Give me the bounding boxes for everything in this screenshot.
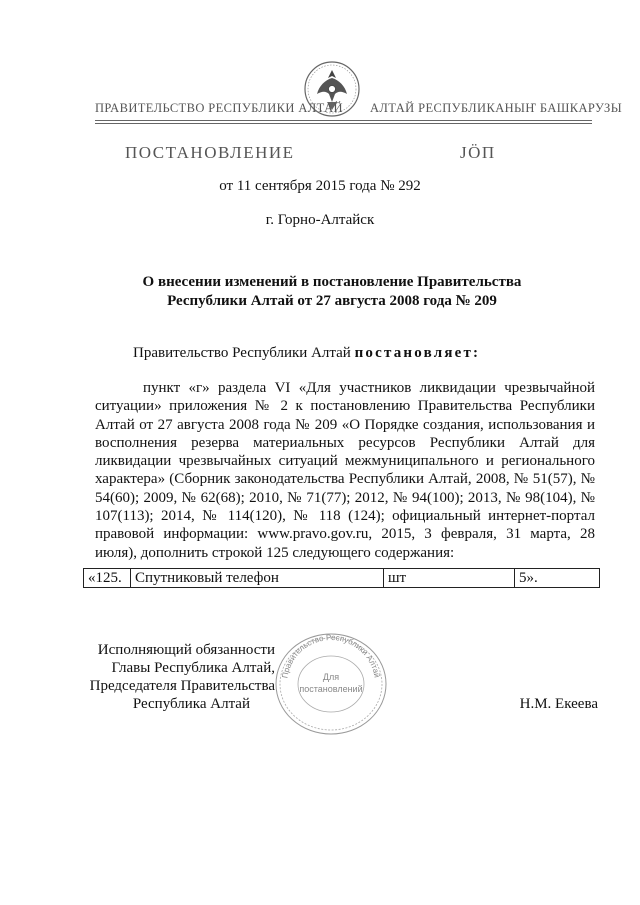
header-org-ru: ПРАВИТЕЛЬСТВО РЕСПУБЛИКИ АЛТАЙ	[95, 101, 343, 115]
doc-type-alt: ЈӦП	[460, 143, 496, 162]
signature-line: Председателя Правительства	[89, 678, 275, 694]
stamp-center-line1: Для	[322, 672, 340, 682]
header-rule-second	[95, 123, 592, 124]
row-number-cell: «125.	[84, 569, 131, 588]
doc-type-ru: ПОСТАНОВЛЕНИЕ	[125, 143, 295, 162]
resolution-line	[133, 345, 480, 362]
resolution-lead: Правительство Республики Алтай	[133, 345, 355, 361]
signature-line: Исполняющий обязанности	[97, 642, 275, 658]
resolution-verb: постановляет:	[354, 345, 481, 361]
stamp-center-line2: постановлений	[299, 684, 363, 694]
item-name-cell: Спутниковый телефон	[131, 569, 384, 588]
official-stamp	[272, 630, 390, 738]
signatory-name: Н.М. Екеева	[519, 696, 598, 712]
stamp-ring-text: Правительство Республики Алтай	[280, 632, 382, 679]
document-date: от 11 сентября 2015 года № 292	[219, 178, 421, 194]
signature-block	[80, 641, 275, 713]
header-rule	[95, 120, 592, 121]
header-org-alt: АЛТАЙ РЕСПУБЛИКАНЫҤ БАШКАРУЗЫ	[370, 101, 623, 115]
document-title: О внесении изменений в постановление Правительства Республики Алтай от 27 августа 2008 года № 209	[142, 274, 522, 309]
signature-line: Республика Алтай	[132, 696, 250, 712]
quantity-cell: 5».	[515, 569, 600, 588]
table-row	[84, 569, 600, 588]
document-city: г. Горно-Алтайск	[265, 212, 375, 228]
unit-cell: шт	[384, 569, 515, 588]
body-paragraph: пункт «г» раздела VI «Для участников ликвидации чрезвычайной ситуации» приложения № 2 к постановлению Правительства Республики Алтай от 27 августа 2008 года № 209 «О Порядке создания, использования и восполнения резерва материальных ресурсов Республики Алтай для ликвидации чрезвычайных ситуаций межмуниципального и регионального характера» (Сборник законодательства Республики Алтай, 2008, № 51(57), № 54(60); 2009, № 62(68); 2010, № 71(77); 2012, № 94(100); 2013, № 98(104), № 107(113); 2014, № 114(120), № 118 (124); официальный интернет-портал правовой информации: www.pravo.gov.ru, 2015, 3 февраля, 31 марта, 28 июля), дополнить строкой 125 следующего содержания:	[95, 380, 595, 561]
signature-line: Главы Республика Алтай,	[111, 660, 275, 676]
items-table	[83, 568, 600, 588]
